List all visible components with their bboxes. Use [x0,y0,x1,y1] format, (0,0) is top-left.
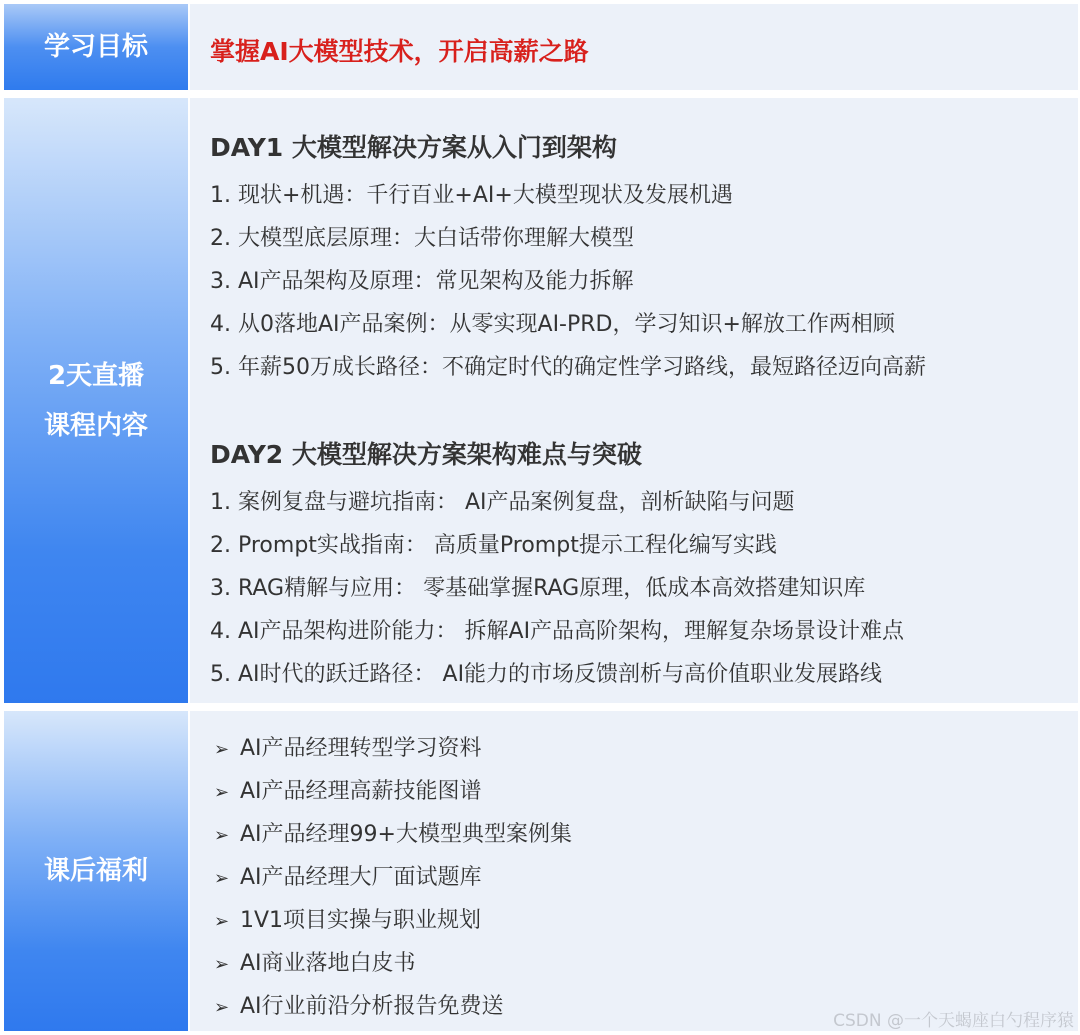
day1-title: DAY1 大模型解决方案从入门到架构 [210,133,617,162]
benefit-content-cell [190,711,1078,1031]
day2-title: DAY2 大模型解决方案架构难点与突破 [210,440,642,469]
benefit-item: ➢ AI行业前沿分析报告免费送 [214,994,504,1019]
benefit-item: ➢ AI产品经理转型学习资料 [214,736,482,761]
goal-text: 掌握AI大模型技术，开启高薪之路 [210,37,589,66]
course-row [0,94,1080,707]
arrow-bullet-icon: ➢ [214,997,230,1018]
benefit-item: ➢ AI产品经理大厂面试题库 [214,865,482,890]
goal-label: 学习目标 [43,32,148,62]
day1-item: 5. 年薪50万成长路径：不确定时代的确定性学习路线，最短路径迈向高薪 [210,355,926,380]
arrow-bullet-icon: ➢ [214,911,230,932]
course-label-line1: 2天直播 [47,360,145,391]
day2-item: 5. AI时代的跃迁路径： AI能力的市场反馈剖析与高价值职业发展路线 [210,662,883,687]
day2-item: 3. RAG精解与应用： 零基础掌握RAG原理，低成本高效搭建知识库 [210,576,866,601]
day2-item: 2. Prompt实战指南： 高质量Prompt提示工程化编写实践 [210,533,777,558]
course-label-line2: 课程内容 [43,410,148,441]
benefit-item: ➢ AI产品经理高薪技能图谱 [214,779,482,804]
course-content-cell [190,98,1078,703]
benefit-item: ➢ AI产品经理99+大模型典型案例集 [214,822,572,847]
arrow-bullet-icon: ➢ [214,868,230,889]
day1-item: 3. AI产品架构及原理：常见架构及能力拆解 [210,269,634,294]
day1-item: 4. 从0落地AI产品案例：从零实现AI-PRD，学习知识+解放工作两相顾 [210,312,895,337]
arrow-bullet-icon: ➢ [214,954,230,975]
arrow-bullet-icon: ➢ [214,782,230,803]
goal-label-cell [4,4,188,90]
benefit-label: 课后福利 [43,856,148,886]
course-label-cell [4,98,188,703]
day1-item: 1. 现状+机遇：千行百业+AI+大模型现状及发展机遇 [210,183,733,208]
benefit-item: ➢ 1V1项目实操与职业规划 [214,908,482,933]
watermark: CSDN @一个天蝎座白勺程序猿 [833,1011,1074,1031]
benefit-item: ➢ AI商业落地白皮书 [214,951,416,976]
arrow-bullet-icon: ➢ [214,825,230,846]
goal-row [0,0,1080,94]
day1-item: 2. 大模型底层原理：大白话带你理解大模型 [210,226,634,251]
day2-item: 1. 案例复盘与避坑指南： AI产品案例复盘，剖析缺陷与问题 [210,490,795,515]
benefit-label-cell [4,711,188,1031]
arrow-bullet-icon: ➢ [214,739,230,760]
goal-content-cell [190,4,1078,90]
benefit-row [0,707,1080,1035]
day2-item: 4. AI产品架构进阶能力： 拆解AI产品高阶架构，理解复杂场景设计难点 [210,619,905,644]
